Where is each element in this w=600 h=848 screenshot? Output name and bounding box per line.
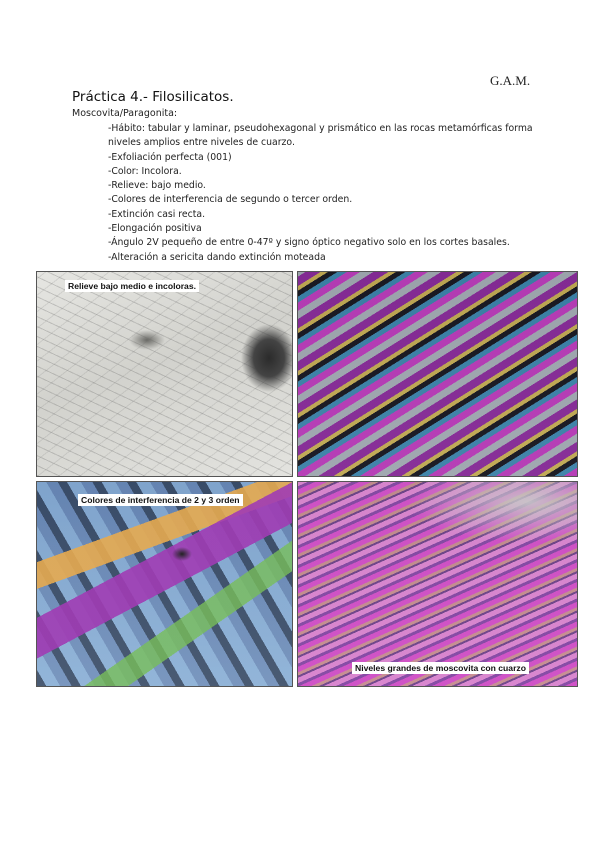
micrograph-interference-colors — [36, 481, 293, 687]
photo-caption: Relieve bajo medio e incoloras. — [65, 280, 199, 292]
property-item: -Extinción casi recta. — [108, 208, 206, 220]
property-item: -Hábito: tabular y laminar, pseudohexagonal y prismático en las rocas metamórficas forma — [108, 123, 533, 134]
property-item: -Ángulo 2V pequeño de entre 0-47º y signo óptico negativo solo en los cortes basales. — [108, 237, 510, 249]
micrograph-muscovite-quartz — [297, 481, 578, 687]
property-item: -Colores de interferencia de segundo o tercer orden. — [108, 194, 353, 206]
property-item: niveles amplios entre niveles de cuarzo. — [108, 137, 295, 149]
page-title: Práctica 4.- Filosilicatos. — [72, 89, 234, 105]
properties-list — [108, 122, 548, 265]
property-item: -Color: Incolora. — [108, 165, 182, 177]
micrograph-crossed-polars — [297, 271, 578, 477]
property-item: -Elongación positiva — [108, 223, 202, 235]
micrograph-plane-light — [36, 271, 293, 477]
photo-caption: Niveles grandes de moscovita con cuarzo — [352, 662, 529, 674]
property-item: -Relieve: bajo medio. — [108, 180, 206, 192]
property-item: -Alteración a sericita dando extinción moteada — [108, 251, 326, 263]
property-item: -Exfoliación perfecta (001) — [108, 151, 232, 163]
photo-caption: Colores de interferencia de 2 y 3 orden — [78, 494, 243, 506]
mineral-subtitle: Moscovita/Paragonita: — [72, 108, 178, 119]
author-initials: G.A.M. — [490, 73, 531, 88]
